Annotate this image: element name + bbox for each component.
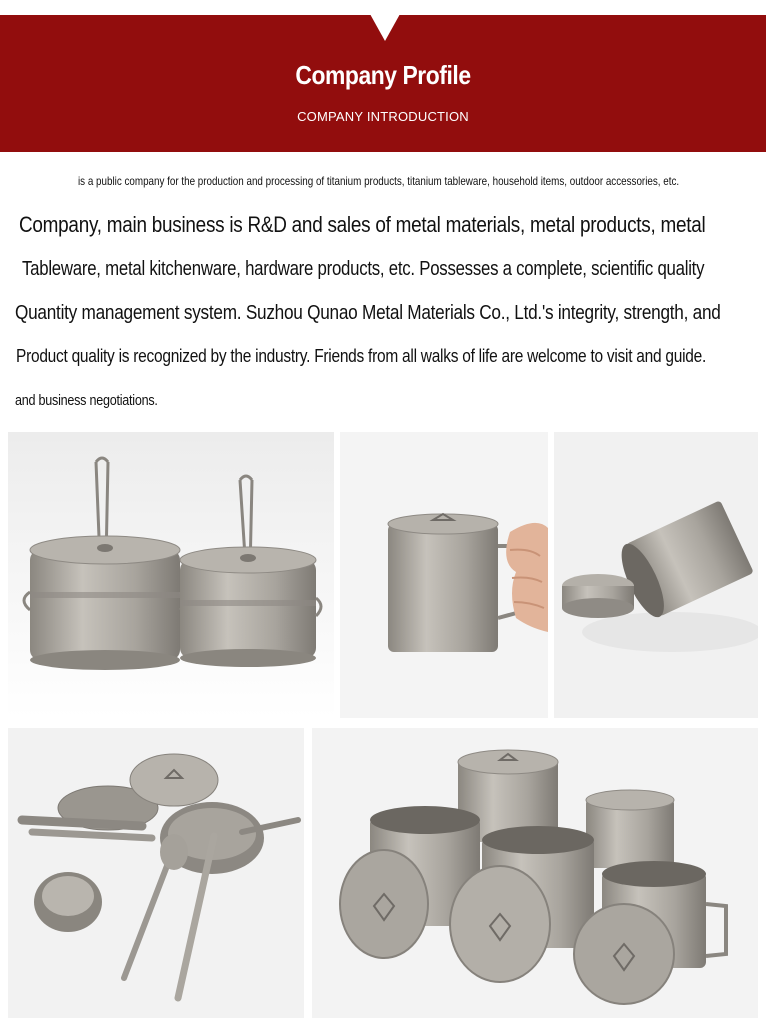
body-line-4: Product quality is recognized by the industry. Friends from all walks of life are welcome to visit and guide.	[16, 346, 707, 366]
page-title: Company Profile	[295, 60, 471, 90]
intro-line: is a public company for the production and processing of titanium products, titanium tableware, household items, outdoor accessories, etc.	[78, 174, 680, 188]
body-line-3: Quantity management system. Suzhou Qunao Metal Materials Co., Ltd.'s integrity, strength, and	[15, 302, 721, 324]
body-line-5: and business negotiations.	[15, 392, 158, 409]
page-subtitle: COMPANY INTRODUCTION	[297, 109, 469, 124]
body-line-2: Tableware, metal kitchenware, hardware products, etc. Possesses a complete, scientific quality	[22, 258, 705, 280]
hanging-pots-photo	[8, 432, 334, 718]
body-line-1: Company, main business is R&D and sales of metal materials, metal products, metal	[19, 212, 706, 237]
header-notch	[370, 14, 400, 41]
mug-held-photo	[340, 432, 548, 718]
cookware-set-photo	[8, 728, 304, 1018]
mugs-collection-photo	[312, 728, 758, 1018]
canister-photo	[554, 432, 758, 718]
